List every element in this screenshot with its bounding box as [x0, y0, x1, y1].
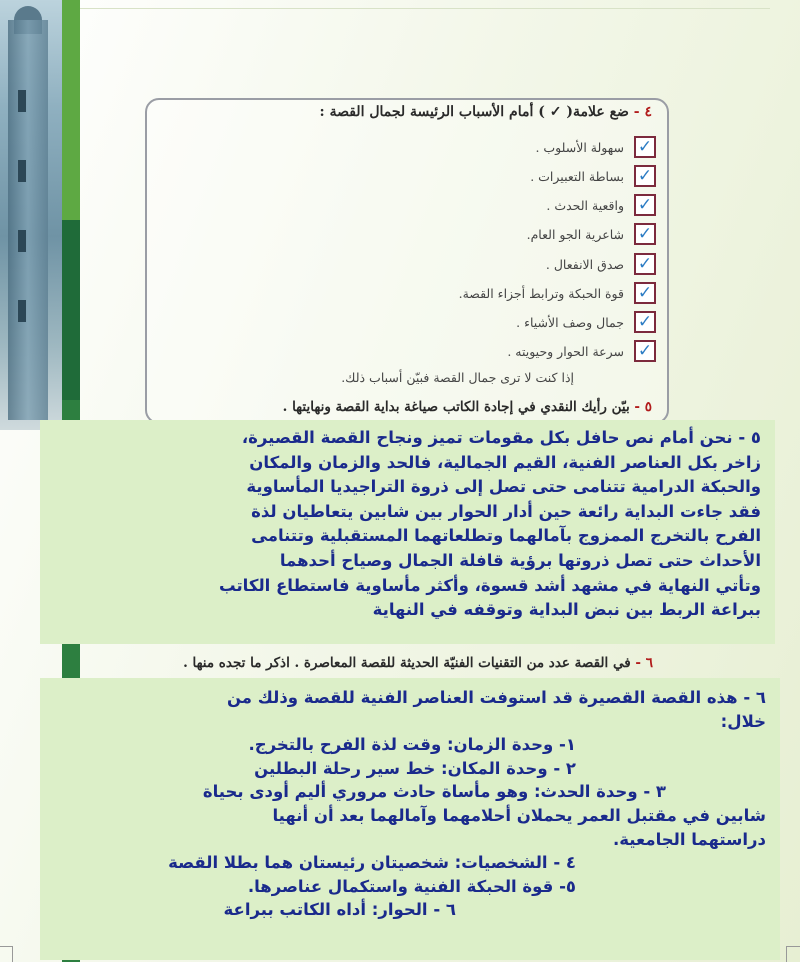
question4-title: [320, 104, 652, 120]
check-icon: ✓: [637, 195, 653, 215]
check-icon: ✓: [637, 254, 653, 274]
checkbox-checked[interactable]: [634, 136, 656, 158]
check-icon: ✓: [637, 137, 653, 157]
answer6-item: ٢ - وحدة المكان: خط سير رحلة البطلين: [254, 758, 576, 778]
answer5-line: زاخر بكل العناصر الفنية، القيم الجمالية، فالحد والزمان والمكان: [249, 452, 761, 472]
checkbox-checked[interactable]: [634, 311, 656, 333]
answer5-block: [40, 420, 775, 644]
tower-window: [18, 300, 26, 322]
tower-window: [18, 160, 26, 182]
question5-number: ٥ -: [634, 399, 652, 415]
checklist-item[interactable]: [276, 135, 656, 159]
checklist-item-label: واقعية الحدث .: [546, 197, 624, 213]
answer6-item: ٤ - الشخصيات: شخصيتان رئيستان هما بطلا القصة: [168, 853, 576, 873]
checklist-item-label: سهولة الأسلوب .: [535, 139, 624, 155]
checkbox-checked[interactable]: [634, 223, 656, 245]
checklist-item[interactable]: [276, 252, 656, 276]
checklist-item-label: سرعة الحوار وحيويته .: [507, 343, 624, 359]
crop-mark: [0, 946, 12, 947]
checklist-item[interactable]: [276, 164, 656, 188]
answer5-line: والحبكة الدرامية تتنامى حتى تصل إلى ذروة التراجيديا المأساوية: [246, 477, 761, 497]
crop-mark: [787, 946, 800, 947]
answer6-item: دراستهما الجامعية.: [613, 829, 766, 849]
check-icon: ✓: [637, 312, 653, 332]
check-icon: ✓: [637, 283, 653, 303]
question4-text: ضع علامة( ✓ ) أمام الأسباب الرئيسة لجمال القصة :: [319, 104, 629, 120]
answer6-block: [40, 678, 780, 960]
checkbox-checked[interactable]: [634, 253, 656, 275]
light-green-stripe-top: [62, 0, 80, 220]
tower-window: [18, 90, 26, 112]
question6-title: [183, 655, 653, 671]
checklist-item-label: بساطة التعبيرات .: [530, 168, 624, 184]
answer5-line: ٥ - نحن أمام نص حافل بكل مقومات تميز ونجاح القصة القصيرة،: [241, 428, 761, 447]
crop-mark: [786, 946, 787, 962]
checklist-item-label: صدق الانفعال .: [545, 256, 624, 272]
checkbox-checked[interactable]: [634, 340, 656, 362]
crop-mark: [12, 946, 13, 962]
checkbox-checked[interactable]: [634, 194, 656, 216]
question4-number: ٤ -: [633, 104, 652, 120]
checklist-item-label: شاعرية الجو العام.: [526, 226, 624, 242]
building-photo: [0, 0, 62, 430]
answer5-line: الأحداث حتى تصل ذروتها برؤية قافلة الجمال وصياح أحدهما: [279, 550, 761, 570]
checklist-item[interactable]: [276, 310, 656, 334]
question6-text: في القصة عدد من التقنيات الفنيّة الحديثة للقصة المعاصرة . اذكر ما تجده منها .: [183, 655, 631, 671]
top-rule: [80, 8, 770, 9]
question6-number: ٦ -: [635, 655, 653, 671]
answer6-item: شابين في مقتبل العمر يحملان أحلامهما وآمالهما بعد أن أنهيا: [272, 805, 766, 825]
check-icon: ✓: [637, 224, 653, 244]
checkbox-checked[interactable]: [634, 282, 656, 304]
answer5-line: فقد جاءت البداية رائعة حين أدار الحوار بين شابين يتعاطيان لذة: [251, 501, 761, 521]
question5-text: بيّن رأيك النقدي في إجادة الكاتب صياغة بداية القصة ونهايتها .: [282, 399, 630, 415]
check-icon: ✓: [637, 341, 653, 361]
checklist-item[interactable]: [276, 339, 656, 363]
tower-window: [18, 230, 26, 252]
answer5-line: الفرح بالتخرج الممزوج بآمالهما وتطلعاتهما المستقبلية وتتنامى: [251, 526, 761, 546]
answer6-item: ٣ - وحدة الحدث: وهو مأساة حادث مروري أليم أودى بحياة: [202, 782, 666, 802]
question4-note: إذا كنت لا ترى جمال القصة فبيّن أسباب ذلك.: [341, 370, 574, 385]
check-icon: ✓: [637, 166, 653, 186]
tower-shape: [8, 20, 48, 420]
answer6-intro: خلال:: [720, 711, 766, 731]
answer5-line: وتأتي النهاية في مشهد أشد قسوة، وأكثر مأساوية فاستطاع الكاتب: [218, 575, 761, 595]
answer5-line: ببراعة الربط بين نبض البداية وتوقفه في النهاية: [372, 600, 761, 620]
checklist-item[interactable]: [276, 222, 656, 246]
checklist-item-label: جمال وصف الأشياء .: [516, 314, 624, 330]
question5-title: [283, 399, 652, 415]
checklist-item[interactable]: [276, 281, 656, 305]
checkbox-checked[interactable]: [634, 165, 656, 187]
answer6-intro: ٦ - هذه القصة القصيرة قد استوفت العناصر الفنية للقصة وذلك من: [226, 688, 766, 707]
answer6-item: ١- وحدة الزمان: وقت لذة الفرح بالتخرج.: [248, 735, 576, 755]
checklist-item-label: قوة الحبكة وترابط أجزاء القصة.: [458, 285, 624, 301]
checklist-item[interactable]: [276, 193, 656, 217]
answer6-item: ٦ - الحوار: أداه الكاتب ببراعة: [223, 900, 456, 920]
answer6-item: ٥- قوة الحبكة الفنية واستكمال عناصرها.: [247, 876, 576, 896]
